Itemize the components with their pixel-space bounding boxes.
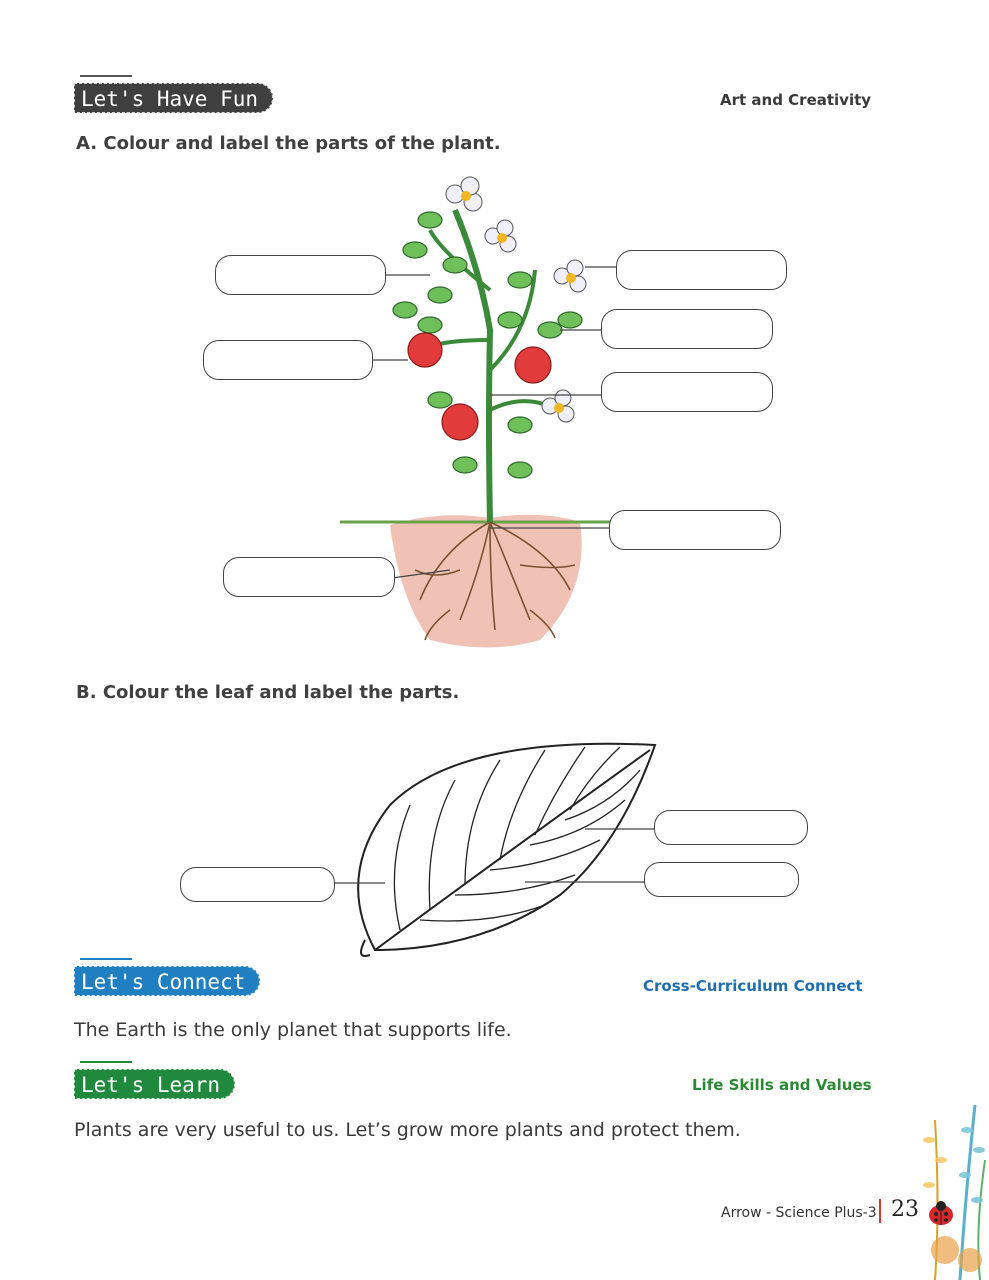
fun-section-label: Art and Creativity xyxy=(720,91,872,109)
connect-tag-topline xyxy=(80,958,132,960)
leaf-label-box-1[interactable] xyxy=(180,867,335,902)
leaf-label-box-3[interactable] xyxy=(644,862,799,897)
leaf-outline-illustration xyxy=(330,725,670,965)
plant-label-box-1[interactable] xyxy=(215,255,386,295)
plant-label-box-6[interactable] xyxy=(601,372,773,412)
learn-section-label: Life Skills and Values xyxy=(692,1076,872,1094)
leaf-label-box-2[interactable] xyxy=(654,810,808,845)
plant-label-box-3[interactable] xyxy=(223,557,395,597)
connect-text: The Earth is the only planet that supports life. xyxy=(74,1019,512,1041)
plant-label-box-4[interactable] xyxy=(616,250,787,290)
footer-book-title: Arrow - Science Plus-3 xyxy=(721,1205,877,1221)
question-a: A. Colour and label the parts of the plant. xyxy=(76,133,501,154)
connect-section-label: Cross-Curriculum Connect xyxy=(643,977,863,995)
question-b: B. Colour the leaf and label the parts. xyxy=(76,682,460,703)
fun-tag: Let's Have Fun xyxy=(74,83,273,113)
plant-label-box-5[interactable] xyxy=(601,309,773,349)
fun-tag-topline xyxy=(80,75,132,77)
connect-tag: Let's Connect xyxy=(74,966,260,996)
learn-tag-topline xyxy=(80,1061,132,1063)
decorative-vine-icon xyxy=(915,1100,989,1280)
learn-text: Plants are very useful to us. Let’s grow more plants and protect them. xyxy=(74,1119,741,1141)
page-number: 23 xyxy=(891,1197,919,1222)
footer-divider xyxy=(879,1199,881,1223)
learn-tag: Let's Learn xyxy=(74,1069,235,1099)
ladybug-icon xyxy=(926,1200,956,1228)
plant-label-box-2[interactable] xyxy=(203,340,373,380)
plant-label-box-7[interactable] xyxy=(609,510,781,550)
